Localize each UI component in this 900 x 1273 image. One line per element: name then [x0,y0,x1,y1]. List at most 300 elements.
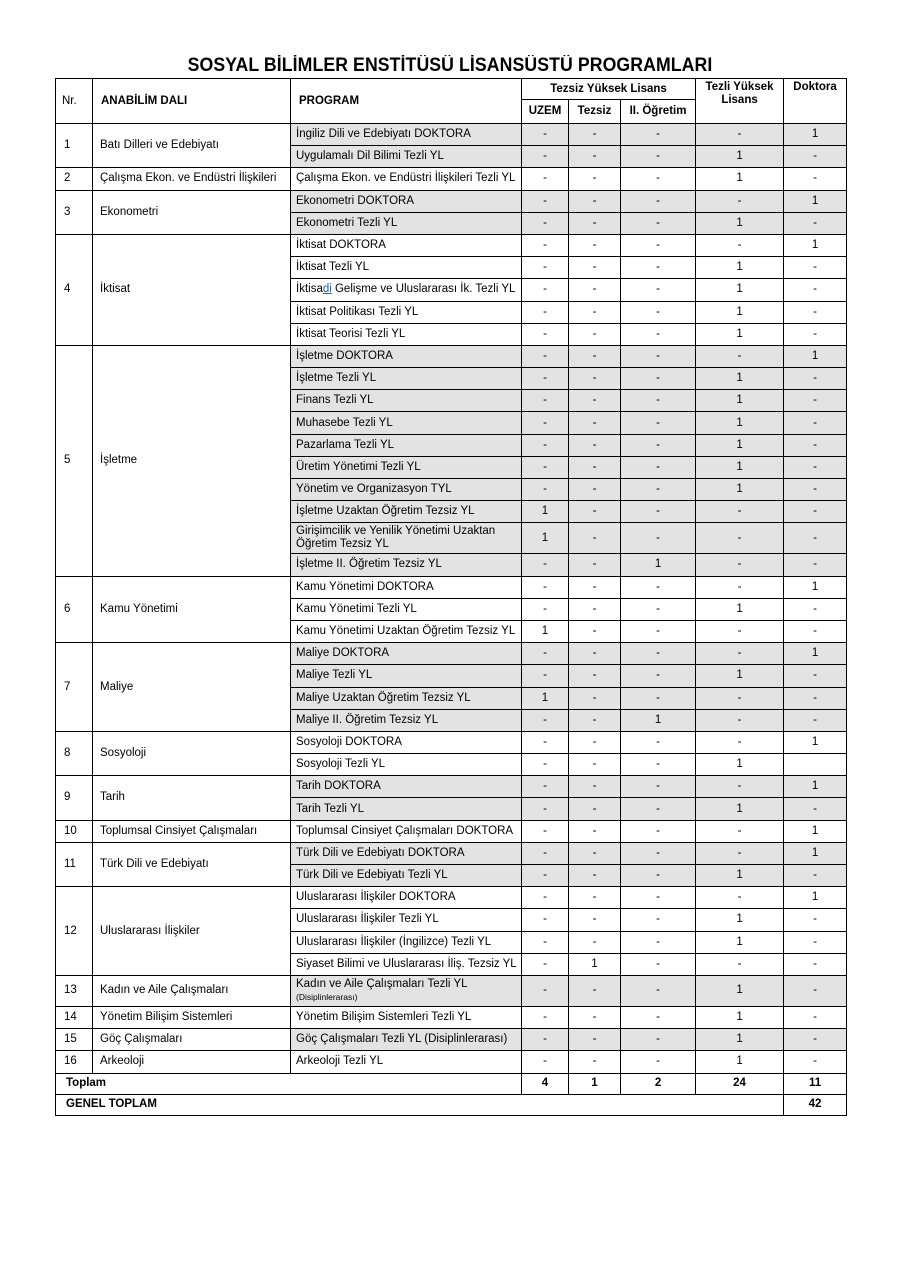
doktora-cell: 1 [784,820,847,842]
tezli-cell: - [696,576,784,598]
program-name: Tarih Tezli YL [296,802,364,815]
program-name: Yönetim Bilişim Sistemleri Tezli YL [296,1011,472,1024]
tezli-cell: 1 [696,754,784,776]
programs-table [55,78,847,1116]
doktora-cell: - [784,412,847,434]
program-cell [291,212,522,234]
uzem-cell: 1 [522,687,569,709]
ii-ogretim-cell: - [621,731,696,753]
ii-ogretim-cell: - [621,234,696,256]
ii-ogretim-cell: - [621,456,696,478]
uzem-cell: - [522,168,569,190]
program-cell [291,257,522,279]
anabilim-dali-cell: Toplumsal Cinsiyet Çalışmaları [93,820,291,842]
program-cell [291,820,522,842]
uzem-cell: - [522,301,569,323]
row-nr: 5 [56,345,93,576]
uzem-cell: - [522,434,569,456]
ii-ogretim-cell: - [621,687,696,709]
program-name: İngiliz Dili ve Edebiyatı DOKTORA [296,128,471,141]
doktora-cell [784,754,847,776]
tezsiz-cell: - [569,820,621,842]
tezsiz-cell: - [569,390,621,412]
page-title: SOSYAL BİLİMLER ENSTİTÜSÜ LİSANSÜSTÜ PROGRAMLARI [187,55,713,76]
uzem-cell: 1 [522,501,569,523]
doktora-cell: - [784,146,847,168]
doktora-cell: - [784,168,847,190]
uzem-cell: - [522,887,569,909]
tezli-cell: 1 [696,479,784,501]
doktora-cell: 1 [784,234,847,256]
anabilim-dali-cell: Yönetim Bilişim Sistemleri [93,1006,291,1028]
uzem-cell: - [522,124,569,146]
uzem-cell: 1 [522,523,569,554]
uzem-cell: - [522,479,569,501]
row-nr: 1 [56,124,93,168]
program-name: İşletme Tezli YL [296,372,377,385]
table-row [56,1029,847,1051]
tezli-cell: - [696,554,784,576]
program-name: Pazarlama Tezli YL [296,438,395,451]
ii-ogretim-cell: - [621,931,696,953]
header-doktora: Doktora [784,79,847,124]
tezli-cell: - [696,953,784,975]
program-cell [291,909,522,931]
uzem-cell: - [522,665,569,687]
program-name: Uluslararası İlişkiler DOKTORA [296,891,456,904]
uzem-cell: - [522,643,569,665]
anabilim-dali-cell: Maliye [93,643,291,732]
table-row [56,576,847,598]
program-name: Sosyoloji DOKTORA [296,735,402,748]
tezsiz-cell: - [569,665,621,687]
table-row [56,643,847,665]
ii-ogretim-cell: - [621,798,696,820]
row-nr: 6 [56,576,93,643]
program-cell [291,1006,522,1028]
program-name: Kamu Yönetimi Tezli YL [296,602,417,615]
tezsiz-cell: - [569,412,621,434]
tezsiz-cell: - [569,1051,621,1073]
program-name: İktisadi Gelişme ve Uluslararası İk. Tezli YL [296,283,516,296]
uzem-cell: - [522,798,569,820]
tezli-cell: - [696,887,784,909]
program-name: Kamu Yönetimi DOKTORA [296,580,434,593]
uzem-cell: - [522,390,569,412]
ii-ogretim-cell: - [621,501,696,523]
program-cell [291,665,522,687]
tezsiz-cell: - [569,754,621,776]
doktora-cell: - [784,665,847,687]
tezli-cell: 1 [696,257,784,279]
header-tezli-yuksek-lisans: Tezli Yüksek Lisans [696,79,784,124]
program-cell [291,975,522,1006]
anabilim-dali-cell: Uluslararası İlişkiler [93,887,291,976]
program-cell [291,687,522,709]
anabilim-dali-cell: Arkeoloji [93,1051,291,1073]
tezli-cell: 1 [696,412,784,434]
ii-ogretim-cell: - [621,190,696,212]
program-name: İktisat Politikası Tezli YL [296,305,419,318]
ii-ogretim-cell: - [621,412,696,434]
tezli-cell: 1 [696,390,784,412]
doktora-cell: - [784,798,847,820]
doktora-cell: - [784,620,847,642]
program-name: İktisat Tezli YL [296,261,370,274]
program-cell [291,842,522,864]
program-name: Ekonometri DOKTORA [296,194,415,207]
hyperlink-fragment[interactable]: di [322,283,332,296]
tezli-cell: - [696,643,784,665]
doktora-cell: - [784,301,847,323]
tezli-cell: 1 [696,931,784,953]
program-cell [291,168,522,190]
row-nr: 7 [56,643,93,732]
table-row [56,842,847,864]
tezsiz-cell: 1 [569,953,621,975]
table-row [56,1051,847,1073]
anabilim-dali-cell: İşletme [93,345,291,576]
doktora-cell: 1 [784,576,847,598]
ii-ogretim-cell: - [621,576,696,598]
genel-toplam-row [56,1094,847,1115]
program-cell [291,931,522,953]
program-name: Sosyoloji Tezli YL [296,758,386,771]
ii-ogretim-cell: - [621,434,696,456]
program-name: Arkeoloji Tezli YL [296,1055,384,1068]
doktora-cell: - [784,212,847,234]
uzem-cell: - [522,1051,569,1073]
uzem-cell: 1 [522,620,569,642]
uzem-cell: - [522,190,569,212]
tezli-cell: 1 [696,456,784,478]
row-nr: 16 [56,1051,93,1073]
ii-ogretim-cell: - [621,279,696,301]
row-nr: 15 [56,1029,93,1051]
uzem-cell: - [522,598,569,620]
toplam-tezli: 24 [696,1073,784,1094]
anabilim-dali-cell: Tarih [93,776,291,820]
doktora-cell: - [784,1051,847,1073]
doktora-cell: - [784,931,847,953]
program-name: Maliye Uzaktan Öğretim Tezsiz YL [296,691,471,704]
toplam-uzem: 4 [522,1073,569,1094]
table-row [56,190,847,212]
doktora-cell: - [784,953,847,975]
doktora-cell: - [784,865,847,887]
tezsiz-cell: - [569,598,621,620]
uzem-cell: - [522,234,569,256]
tezsiz-cell: - [569,576,621,598]
table-row [56,887,847,909]
tezli-cell: 1 [696,909,784,931]
uzem-cell: - [522,931,569,953]
doktora-cell: - [784,434,847,456]
program-name: Tarih DOKTORA [296,780,381,793]
uzem-cell: - [522,212,569,234]
tezsiz-cell: - [569,301,621,323]
header-anabilim-dali: ANABİLİM DALI [93,79,291,124]
tezsiz-cell: - [569,190,621,212]
uzem-cell: - [522,842,569,864]
tezsiz-cell: - [569,257,621,279]
program-cell [291,1051,522,1073]
doktora-cell: - [784,523,847,554]
doktora-cell: - [784,554,847,576]
tezsiz-cell: - [569,554,621,576]
tezli-cell: - [696,190,784,212]
uzem-cell: - [522,146,569,168]
program-name: Üretim Yönetimi Tezli YL [296,460,421,473]
ii-ogretim-cell: 1 [621,554,696,576]
ii-ogretim-cell: - [621,1051,696,1073]
tezli-cell: 1 [696,168,784,190]
doktora-cell: 1 [784,842,847,864]
program-cell [291,301,522,323]
ii-ogretim-cell: - [621,212,696,234]
tezsiz-cell: - [569,279,621,301]
ii-ogretim-cell: - [621,909,696,931]
tezsiz-cell: - [569,687,621,709]
program-name: Türk Dili ve Edebiyatı Tezli YL [296,869,448,882]
uzem-cell: - [522,754,569,776]
program-cell [291,390,522,412]
uzem-cell: - [522,953,569,975]
tezsiz-cell: - [569,479,621,501]
ii-ogretim-cell: - [621,665,696,687]
program-name: Muhasebe Tezli YL [296,416,393,429]
ii-ogretim-cell: - [621,820,696,842]
program-cell [291,865,522,887]
tezli-cell: - [696,124,784,146]
tezli-cell: 1 [696,1051,784,1073]
ii-ogretim-cell: - [621,257,696,279]
ii-ogretim-cell: - [621,368,696,390]
tezsiz-cell: - [569,620,621,642]
tezsiz-cell: - [569,1006,621,1028]
program-cell [291,279,522,301]
row-nr: 4 [56,234,93,345]
toplam-row [56,1073,847,1094]
program-cell [291,754,522,776]
row-nr: 3 [56,190,93,234]
uzem-cell: - [522,909,569,931]
ii-ogretim-cell: - [621,168,696,190]
doktora-cell: 1 [784,345,847,367]
ii-ogretim-cell: - [621,620,696,642]
tezli-cell: - [696,501,784,523]
tezsiz-cell: - [569,501,621,523]
header-tezsiz-yuksek-lisans: Tezsiz Yüksek Lisans [522,79,696,100]
program-name: Göç Çalışmaları Tezli YL (Disiplinlerarası) [296,1033,508,1046]
tezsiz-cell: - [569,124,621,146]
tezli-cell: 1 [696,212,784,234]
doktora-cell: - [784,323,847,345]
row-nr: 11 [56,842,93,886]
doktora-cell: 1 [784,124,847,146]
program-name: Toplumsal Cinsiyet Çalışmaları DOKTORA [296,824,514,837]
doktora-cell: 1 [784,776,847,798]
anabilim-dali-cell: Kamu Yönetimi [93,576,291,643]
doktora-cell: 1 [784,887,847,909]
tezsiz-cell: - [569,643,621,665]
tezsiz-cell: - [569,776,621,798]
ii-ogretim-cell: - [621,865,696,887]
row-nr: 8 [56,731,93,775]
tezsiz-cell: - [569,709,621,731]
uzem-cell: - [522,456,569,478]
header-nr: Nr. [56,79,93,124]
program-name: Siyaset Bilimi ve Uluslararası İliş. Tezsiz YL [296,957,517,970]
doktora-cell: - [784,279,847,301]
ii-ogretim-cell: - [621,975,696,1006]
ii-ogretim-cell: 1 [621,709,696,731]
program-cell [291,598,522,620]
tezli-cell: 1 [696,1029,784,1051]
header-ii-ogretim: II. Öğretim [621,100,696,124]
program-cell [291,953,522,975]
row-nr: 2 [56,168,93,190]
uzem-cell: - [522,1006,569,1028]
program-cell [291,234,522,256]
tezsiz-cell: - [569,798,621,820]
program-name: Girişimcilik ve Yenilik Yönetimi Uzaktan Öğretim Tezsiz YL [296,525,496,551]
doktora-cell: - [784,1006,847,1028]
anabilim-dali-cell: İktisat [93,234,291,345]
tezli-cell: - [696,620,784,642]
doktora-cell: - [784,1029,847,1051]
program-cell [291,345,522,367]
ii-ogretim-cell: - [621,301,696,323]
uzem-cell: - [522,709,569,731]
program-cell [291,456,522,478]
tezli-cell: 1 [696,434,784,456]
ii-ogretim-cell: - [621,776,696,798]
program-cell [291,323,522,345]
program-name: Yönetim ve Organizasyon TYL [296,483,452,496]
ii-ogretim-cell: - [621,479,696,501]
row-nr: 10 [56,820,93,842]
table-row [56,124,847,146]
doktora-cell: - [784,687,847,709]
tezsiz-cell: - [569,368,621,390]
uzem-cell: - [522,554,569,576]
row-nr: 9 [56,776,93,820]
tezli-cell: 1 [696,598,784,620]
tezsiz-cell: - [569,168,621,190]
uzem-cell: - [522,257,569,279]
ii-ogretim-cell: - [621,953,696,975]
toplam-ii-ogretim: 2 [621,1073,696,1094]
table-row [56,776,847,798]
row-nr: 12 [56,887,93,976]
uzem-cell: - [522,820,569,842]
program-cell [291,554,522,576]
program-name: Uygulamalı Dil Bilimi Tezli YL [296,150,444,163]
doktora-cell: 1 [784,643,847,665]
tezli-cell: 1 [696,1006,784,1028]
table-row [56,1006,847,1028]
uzem-cell: - [522,412,569,434]
tezli-cell: 1 [696,665,784,687]
tezli-cell: - [696,842,784,864]
uzem-cell: - [522,776,569,798]
anabilim-dali-cell: Kadın ve Aile Çalışmaları [93,975,291,1006]
anabilim-dali-cell: Ekonometri [93,190,291,234]
program-cell [291,501,522,523]
program-cell [291,731,522,753]
table-row [56,975,847,1006]
doktora-cell: - [784,368,847,390]
tezli-cell: 1 [696,798,784,820]
tezsiz-cell: - [569,345,621,367]
ii-ogretim-cell: - [621,1029,696,1051]
doktora-cell: - [784,598,847,620]
program-name: İşletme DOKTORA [296,349,393,362]
ii-ogretim-cell: - [621,323,696,345]
tezsiz-cell: - [569,909,621,931]
program-name: Ekonometri Tezli YL [296,216,398,229]
program-name: Uluslararası İlişkiler (İngilizce) Tezli YL [296,935,492,948]
table-row [56,168,847,190]
program-cell [291,620,522,642]
row-nr: 13 [56,975,93,1006]
uzem-cell: - [522,345,569,367]
program-name: İşletme Uzaktan Öğretim Tezsiz YL [296,505,475,518]
program-cell [291,190,522,212]
program-cell [291,798,522,820]
program-name: İktisat DOKTORA [296,239,386,252]
ii-ogretim-cell: - [621,124,696,146]
doktora-cell: - [784,909,847,931]
program-cell [291,887,522,909]
toplam-doktora: 11 [784,1073,847,1094]
ii-ogretim-cell: - [621,643,696,665]
tezli-cell: - [696,820,784,842]
table-body [56,124,847,1074]
uzem-cell: - [522,975,569,1006]
ii-ogretim-cell: - [621,598,696,620]
uzem-cell: - [522,865,569,887]
tezli-cell: 1 [696,865,784,887]
tezsiz-cell: - [569,523,621,554]
program-name: Kadın ve Aile Çalışmaları Tezli YL [296,977,468,990]
tezli-cell: - [696,687,784,709]
doktora-cell: - [784,479,847,501]
toplam-tezsiz: 1 [569,1073,621,1094]
row-nr: 14 [56,1006,93,1028]
program-name: Maliye DOKTORA [296,647,390,660]
program-cell [291,776,522,798]
tezli-cell: - [696,523,784,554]
doktora-cell: - [784,501,847,523]
table-row [56,731,847,753]
ii-ogretim-cell: - [621,842,696,864]
toplam-label: Toplam [56,1073,522,1094]
header-program: PROGRAM [291,79,522,124]
anabilim-dali-cell: Batı Dilleri ve Edebiyatı [93,124,291,168]
tezli-cell: - [696,345,784,367]
program-name: Türk Dili ve Edebiyatı DOKTORA [296,846,465,859]
ii-ogretim-cell: - [621,523,696,554]
program-cell [291,1029,522,1051]
ii-ogretim-cell: - [621,390,696,412]
tezli-cell: - [696,234,784,256]
tezli-cell: 1 [696,279,784,301]
tezsiz-cell: - [569,146,621,168]
tezli-cell: 1 [696,975,784,1006]
program-name: Maliye Tezli YL [296,669,373,682]
